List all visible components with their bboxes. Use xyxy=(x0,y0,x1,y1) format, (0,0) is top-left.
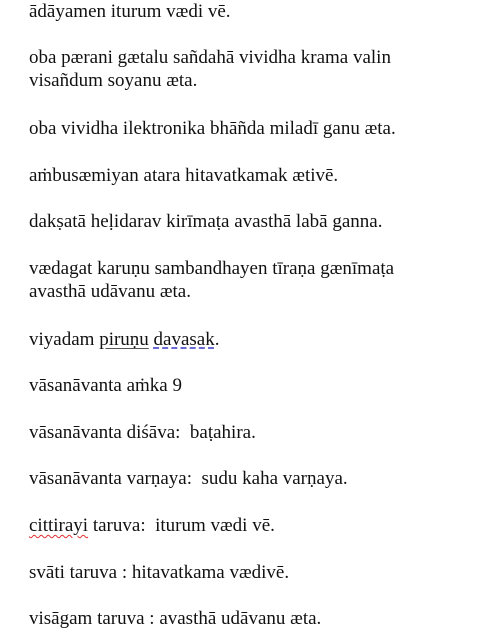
paragraph-5 xyxy=(29,210,489,233)
paragraph-7-text-start: viyadam xyxy=(29,329,100,350)
paragraph-11-text-end: taruva: iturum vædi vē. xyxy=(88,515,275,536)
spellcheck-word-cittirayi[interactable]: cittirayi xyxy=(29,515,89,536)
underlined-word-davasak: davasak xyxy=(153,329,215,350)
paragraph-13 xyxy=(29,607,489,630)
paragraph-6-line-2: avasthā udāvanu æta. xyxy=(29,281,191,302)
paragraph-11 xyxy=(29,514,489,537)
paragraph-8 xyxy=(29,374,489,397)
paragraph-5-text: dakṣatā heḷidarav kirīmaṭa avasthā labā ganna. xyxy=(29,211,383,232)
paragraph-9 xyxy=(29,421,489,444)
paragraph-1 xyxy=(29,0,489,23)
paragraph-2 xyxy=(29,46,489,92)
paragraph-7-text-end: . xyxy=(214,329,220,350)
paragraph-6-line-1: vædagat karuṇu sambandhayen tīraṇa gænīmaṭa xyxy=(29,258,395,279)
paragraph-3 xyxy=(29,117,489,140)
paragraph-9-text: vāsanāvanta diśāva: baṭahira. xyxy=(29,422,256,443)
paragraph-10 xyxy=(29,467,489,490)
paragraph-7 xyxy=(29,328,489,351)
underlined-word-piruṇu: piruṇu xyxy=(99,329,149,350)
paragraph-13-text: visāgam taruva : avasthā udāvanu æta. xyxy=(29,608,322,629)
paragraph-4-text: aṁbusæmiyan atara hitavatkamak ætivē. xyxy=(29,165,339,186)
paragraph-8-text: vāsanāvanta aṁka 9 xyxy=(29,375,182,396)
paragraph-12 xyxy=(29,561,489,584)
paragraph-2-line-1: oba pærani gætalu sañdahā vividha krama valin xyxy=(29,47,391,68)
paragraph-4 xyxy=(29,164,489,187)
paragraph-12-text: svāti taruva : hitavatkama vædivē. xyxy=(29,562,290,583)
paragraph-10-text: vāsanāvanta varṇaya: sudu kaha varṇaya. xyxy=(29,468,348,489)
paragraph-6 xyxy=(29,257,489,303)
paragraph-2-line-2: visañdum soyanu æta. xyxy=(29,70,198,91)
paragraph-1-text: ādāyamen iturum vædi vē. xyxy=(29,1,231,22)
paragraph-3-text: oba vividha ilektronika bhāñda miladī ganu æta. xyxy=(29,118,396,139)
